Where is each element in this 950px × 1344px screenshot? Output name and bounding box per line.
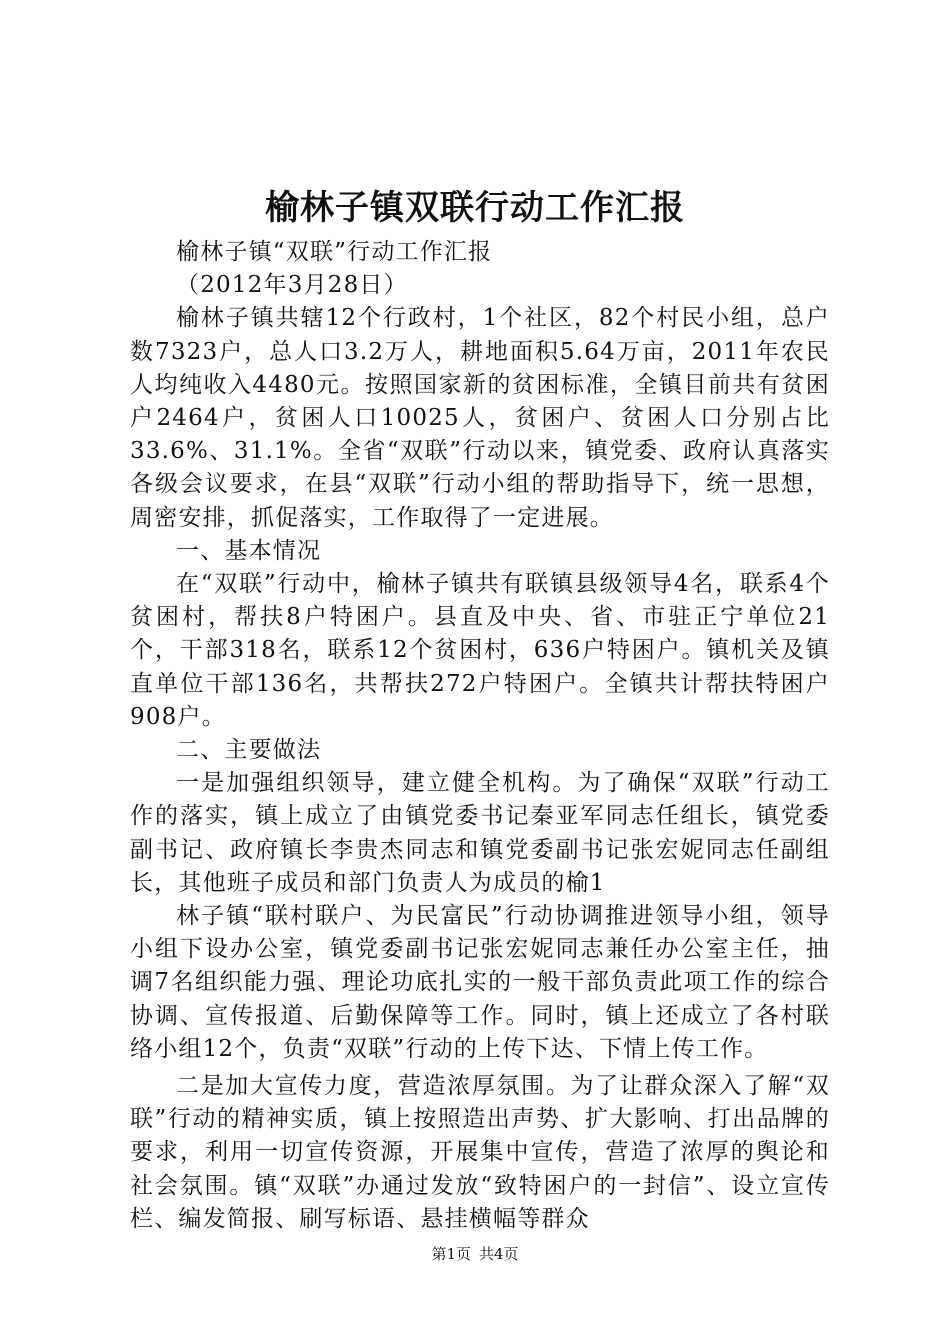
date-paragraph: （2012年3月28日） [176, 272, 408, 299]
section-heading-basic: 一、基本情况 [176, 537, 322, 564]
page-total: 共4页 [479, 1245, 519, 1263]
subtitle-paragraph: 榆林子镇“双联”行动工作汇报 [176, 239, 493, 265]
method-two-paragraph: 二是加大宣传力度，营造浓厚氛围。为了让群众深入了解“双联”行动的精神实质，镇上按照造出声势、扩大影响、打出品牌的要求，利用一切宣传资源，开展集中宣传，营造了浓厚的舆论和社会氛围。镇“双联”办通过发放“致特困户的一封信”、设立宣传栏、编发简报、刷写标语、悬挂横幅等群众 [130, 1073, 830, 1232]
basic-situation-paragraph: 在“双联”行动中，榆林子镇共有联镇县级领导4名，联系4个贫困村，帮扶8户特困户。县直及中央、省、市驻正宁单位21个，干部318名，联系12个贫困村，636户特困户。镇机关及镇直单位干部136名，共帮扶272户特困户。全镇共计帮扶特困户908户。 [130, 571, 830, 730]
page-footer [0, 1244, 950, 1264]
document-title: 榆林子镇双联行动工作汇报 [265, 188, 685, 228]
page-number: 第1页 [431, 1245, 471, 1263]
document-body [130, 236, 830, 1236]
intro-paragraph: 榆林子镇共辖12个行政村，1个社区，82个村民小组，总户数7323户，总人口3.2万人，耕地面积5.64万亩，2011年农民人均纯收入4480元。按照国家新的贫困标准，全镇目前共有贫困户2464户，贫困人口10025人，贫困户、贫困人口分别占比33.6%、31.1%。全省“双联”行动以来，镇党委、政府认真落实各级会议要求，在县“双联”行动小组的帮助指导下，统一思想，周密安排，抓促落实，工作取得了一定进展。 [130, 305, 830, 531]
section-heading-methods: 二、主要做法 [176, 737, 322, 764]
method-one-continued-paragraph: 林子镇“联村联户、为民富民”行动协调推进领导小组，领导小组下设办公室，镇党委副书记张宏妮同志兼任办公室主任，抽调7名组织能力强、理论功底扎实的一般干部负责此项工作的综合协调、宣传报道、后勤保障等工作。同时，镇上还成立了各村联络小组12个，负责“双联”行动的上传下达、下情上传工作。 [130, 903, 830, 1062]
method-one-paragraph: 一是加强组织领导，建立健全机构。为了确保“双联”行动工作的落实，镇上成立了由镇党委书记秦亚军同志任组长，镇党委副书记、政府镇长李贵杰同志和镇党委副书记张宏妮同志任副组长，其他班子成员和部门负责人为成员的榆1 [130, 770, 830, 896]
